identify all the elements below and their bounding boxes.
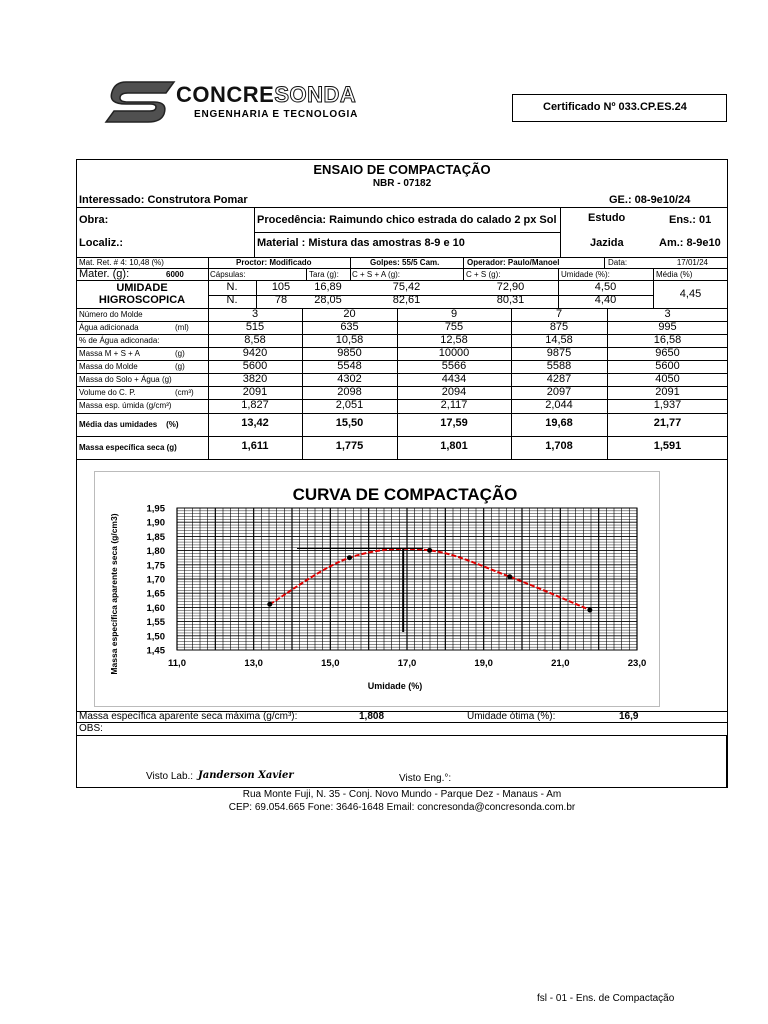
golpes: Golpes: 55/5 Cam.	[370, 258, 440, 267]
hygro-n-1: N.	[226, 281, 238, 293]
operador: Operador: Paulo/Manoel	[467, 258, 560, 267]
certificate-box	[512, 94, 727, 122]
hygro-media: 4,45	[679, 288, 702, 300]
table-cell-r5-c2: 5548	[337, 360, 362, 372]
hygro-cap-2: 78	[274, 294, 288, 306]
obra: Obra:	[79, 214, 109, 226]
table-cell-r1-c2: 20	[343, 308, 356, 320]
table-cell-r4-c1: 9420	[242, 347, 268, 359]
y-tick-label: 1,70	[146, 574, 165, 586]
estudo: Estudo	[588, 212, 626, 224]
table-cell-r5-c5: 5600	[655, 360, 680, 372]
table-cell-r7-c3: 2094	[441, 386, 467, 398]
media-umidade-3: 17,59	[440, 417, 468, 429]
logo-wordmark-part2: SONDA	[274, 82, 357, 107]
y-axis-label: Massa específica aparente seca (g/cm3)	[109, 513, 119, 675]
hygro-um-1: 4,50	[594, 281, 617, 293]
table-cell-r4-c4: 9875	[546, 347, 572, 359]
media-umidade-1: 13,42	[241, 417, 269, 429]
ens-number: Ens.: 01	[669, 214, 712, 226]
hygro-um-2: 4,40	[594, 294, 617, 306]
optimum-moisture-label: Umidade ótima (%):	[467, 711, 556, 722]
table-cell-r3-c5: 16,58	[653, 334, 682, 346]
hygro-label-1: UMIDADE	[116, 282, 168, 294]
table-cell-r3-c2: 10,58	[335, 334, 364, 346]
hygro-cs-2: 80,31	[496, 294, 525, 306]
data-label: Data:	[608, 258, 628, 267]
hygro-csa-1: 75,42	[392, 281, 421, 293]
mater-value: 6000	[166, 270, 184, 279]
logo-tagline: ENGENHARIA E TECNOLOGIA	[194, 109, 359, 120]
table-cell-r6-c4: 4287	[546, 373, 572, 385]
table-cell-r7-c1: 2091	[242, 386, 268, 398]
row-label-2: Água adicionada (ml)	[79, 323, 189, 332]
media-umidade-4: 19,68	[545, 417, 573, 429]
table-cell-r2-c1: 515	[245, 321, 265, 333]
table-cell-r1-c4: 7	[555, 308, 563, 320]
optimum-moisture-value: 16,9	[619, 711, 639, 722]
table-cell-r6-c5: 4050	[655, 373, 680, 385]
table-cell-r1-c5: 3	[664, 308, 671, 320]
form-reference: fsl - 01 - Ens. de Compactação	[537, 993, 675, 1004]
tara-label: Tara (g):	[309, 270, 339, 279]
table-cell-r8-c2: 2,051	[335, 399, 364, 411]
logo-wordmark-part1: CONCRE	[176, 82, 275, 107]
x-tick-label: 15,0	[321, 658, 340, 669]
y-tick-label: 1,85	[146, 531, 165, 543]
form-title: ENSAIO DE COMPACTAÇÃO	[313, 162, 491, 177]
x-tick-label: 21,0	[551, 658, 570, 669]
chart-title: CURVA DE COMPACTAÇÃO	[292, 485, 518, 504]
media-umidade-5: 21,77	[653, 417, 682, 429]
table-cell-r5-c3: 5566	[441, 360, 467, 372]
table-cell-r8-c5: 1,937	[653, 399, 682, 411]
hygro-label-2: HIGROSCOPICA	[98, 294, 186, 306]
x-tick-label: 13,0	[244, 658, 263, 669]
y-tick-label: 1,75	[146, 560, 165, 572]
obs-label: OBS:	[79, 723, 103, 734]
massa-seca-label: Massa específica seca (g)	[79, 443, 177, 452]
max-density-value: 1,808	[359, 711, 385, 722]
y-tick-label: 1,80	[146, 546, 165, 558]
mat-ret: Mat. Ret. # 4: 10,48 (%)	[79, 258, 164, 267]
compaction-chart	[95, 472, 659, 706]
logo-s-icon	[104, 80, 176, 124]
hygro-tara-2: 28,05	[314, 294, 342, 306]
media-umidades-label: Média das umidades (%)	[79, 420, 179, 429]
certificate-number: Certificado Nº 033.CP.ES.24	[543, 101, 687, 113]
table-cell-r2-c3: 755	[444, 321, 464, 333]
y-tick-label: 1,55	[146, 617, 165, 629]
y-tick-label: 1,45	[146, 645, 165, 657]
visto-lab-label: Visto Lab.:	[146, 771, 194, 782]
massa-seca-3: 1,801	[440, 440, 468, 452]
table-cell-r2-c4: 875	[549, 321, 569, 333]
table-cell-r1-c3: 9	[450, 308, 458, 320]
y-tick-label: 1,65	[146, 588, 165, 600]
y-tick-label: 1,90	[146, 517, 165, 529]
table-cell-r6-c2: 4302	[337, 373, 362, 385]
table-cell-r8-c4: 2,044	[545, 399, 573, 411]
data-point	[267, 602, 272, 607]
table-cell-r4-c5: 9650	[655, 347, 680, 359]
hygro-cs-1: 72,90	[496, 281, 525, 293]
material: Material : Mistura das amostras 8-9 e 10	[257, 237, 465, 249]
table-cell-r4-c2: 9850	[337, 347, 362, 359]
csa-label: C + S + A (g):	[352, 270, 401, 279]
x-tick-label: 23,0	[627, 658, 647, 669]
company-logo	[104, 80, 394, 125]
capsulas-label: Cápsulas:	[210, 270, 246, 279]
table-cell-r2-c5: 995	[658, 321, 677, 333]
table-cell-r5-c4: 5588	[546, 360, 572, 372]
logo-wordmark	[176, 83, 356, 107]
hygro-csa-2: 82,61	[392, 294, 421, 306]
table-cell-r6-c1: 3820	[242, 373, 268, 385]
chart-panel	[94, 471, 660, 707]
row-label-3: % de Água adiconada:	[79, 336, 160, 345]
footer-contact: CEP: 69.054.665 Fone: 3646-1648 Email: concresonda@concresonda.com.br	[228, 802, 576, 813]
table-cell-r5-c1: 5600	[242, 360, 268, 372]
table-cell-r7-c4: 2097	[546, 386, 572, 398]
umidade-label: Umidade (%):	[561, 270, 610, 279]
y-tick-label: 1,95	[146, 503, 165, 515]
x-tick-label: 11,0	[168, 658, 186, 669]
jazida: Jazida	[590, 237, 624, 249]
x-tick-label: 19,0	[474, 658, 493, 669]
amostra: Am.: 8-9e10	[659, 237, 721, 249]
proctor: Proctor: Modificado	[236, 258, 312, 267]
table-cell-r6-c3: 4434	[441, 373, 467, 385]
table-cell-r8-c3: 2,117	[440, 399, 468, 411]
table-cell-r3-c1: 8,58	[244, 334, 266, 346]
data-value: 17/01/24	[676, 258, 708, 267]
row-label-7: Volume do C. P. (cm³)	[79, 388, 194, 397]
table-cell-r1-c1: 3	[251, 308, 259, 320]
hygro-cap-1: 105	[271, 281, 291, 293]
ge-number: GE.: 08-9e10/24	[609, 194, 691, 206]
massa-seca-5: 1,591	[653, 440, 682, 452]
interessado: Interessado: Construtora Pomar	[79, 194, 248, 206]
x-axis-label: Umidade (%)	[367, 681, 423, 691]
data-point	[587, 607, 592, 612]
table-cell-r8-c1: 1,827	[241, 399, 269, 411]
data-point	[427, 548, 432, 553]
table-cell-r3-c4: 14,58	[545, 334, 573, 346]
data-point	[347, 555, 352, 560]
row-label-8: Massa esp. úmida (g/cm³)	[79, 401, 172, 410]
row-label-5: Massa do Molde (g)	[79, 362, 185, 371]
hygro-tara-1: 16,89	[314, 281, 342, 293]
hygro-n-2: N.	[226, 294, 238, 306]
mater-label: Mater. (g):	[79, 268, 130, 280]
media-label: Média (%)	[656, 270, 693, 279]
row-label-6: Massa do Solo + Água (g)	[79, 375, 172, 384]
y-tick-label: 1,60	[146, 602, 165, 614]
visto-eng-label: Visto Eng.°:	[399, 773, 452, 784]
table-cell-r4-c3: 10000	[438, 347, 470, 359]
max-density-label: Massa específica aparente seca máxima (g/cm³):	[79, 711, 298, 722]
massa-seca-2: 1,775	[335, 440, 364, 452]
cs-label: C + S (g):	[466, 270, 501, 279]
y-tick-label: 1,50	[146, 631, 165, 643]
massa-seca-1: 1,611	[241, 440, 269, 452]
table-cell-r7-c5: 2091	[655, 386, 680, 398]
localizacao: Localiz.:	[79, 237, 124, 249]
procedencia: Procedência: Raimundo chico estrada do calado 2 px Sol	[257, 214, 557, 226]
data-point	[507, 574, 512, 579]
lab-signature: Janderson Xavier	[198, 770, 294, 781]
form-norm: NBR - 07182	[372, 178, 432, 189]
row-label-1: Número do Molde	[79, 310, 143, 319]
table-cell-r2-c2: 635	[340, 321, 359, 333]
table-cell-r3-c3: 12,58	[440, 334, 468, 346]
massa-seca-4: 1,708	[545, 440, 573, 452]
table-cell-r7-c2: 2098	[337, 386, 362, 398]
media-umidade-2: 15,50	[335, 417, 364, 429]
footer-address: Rua Monte Fuji, N. 35 - Conj. Novo Mundo - Parque Dez - Manaus - Am	[242, 789, 562, 800]
x-tick-label: 17,0	[397, 658, 417, 669]
row-label-4: Massa M + S + A (g)	[79, 349, 185, 358]
